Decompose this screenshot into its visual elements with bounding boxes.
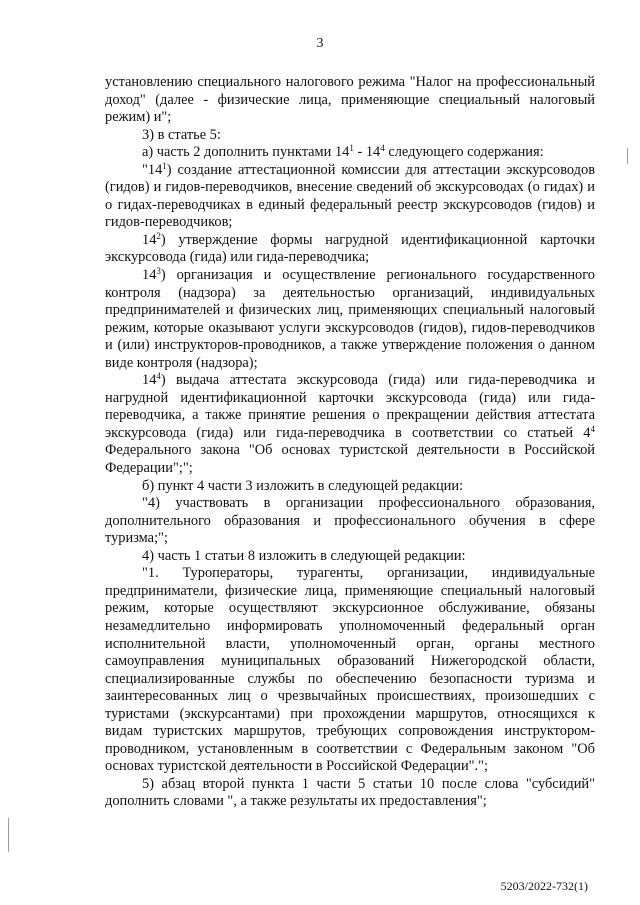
text-run: ) создание аттестационной комиссии для аттестации экскурсоводов (гидов) и гидов-переводчиков, внесение сведений об экскурсоводах (о гидах) и о гидах-переводчиках в единый федеральный реестр экскурсоводов (гидов) и гидов-переводчиков;	[105, 161, 595, 231]
paragraph-subitem-a	[105, 144, 595, 162]
paragraph-continuation: установлению специального налогового режима "Налог на профессиональный доход" (далее - физические лица, применяющие специальный налоговый режим) и";	[105, 74, 595, 126]
footer-document-code: 5203/2022-732(1)	[500, 879, 588, 893]
text-run: 14	[142, 231, 157, 248]
paragraph-article-8-part-1: "1. Туроператоры, турагенты, организации, индивидуальные предприниматели, физические лица, применяющие специальный налоговый режим, которые осуществляют экскурсионное обслуживание, обязаны незамедлительно информировать уполномоченный федеральный орган исполнительной власти, уполномоченный орган, органы местного самоуправления муниципальных образований Нижегородской области, специализированные службы по обеспечению безопасности туризма и заинтересованных лиц о чрезвычайных происшествиях, произошедших с туристами (экскурсантами) при прохождении маршрутов, относящихся к видам туристских маршрутов, требующих сопровождения инструктором-проводником, установленным в соответствии с Федеральным законом "Об основах туристской деятельности в Российской Федерации".";	[105, 565, 595, 775]
superscript: 1	[349, 143, 354, 154]
text-run: ) утверждение формы нагрудной идентификационной карточки экскурсовода (гида) или гида-переводчика;	[105, 231, 595, 266]
scan-edge-mark	[627, 148, 628, 164]
paragraph-point-14-2	[105, 232, 595, 267]
paragraph-point-14-1	[105, 162, 595, 232]
paragraph-item-4: 4) часть 1 статьи 8 изложить в следующей редакции:	[142, 547, 466, 564]
scan-edge-mark	[8, 818, 9, 852]
text-run: а) часть 2 дополнить пунктами 14	[142, 144, 350, 161]
text-run: следующего содержания:	[384, 144, 544, 161]
superscript: 2	[156, 230, 161, 241]
text-run: "14	[142, 161, 163, 178]
superscript: 4	[590, 423, 595, 434]
superscript: 4	[380, 143, 385, 154]
text-run: 14	[142, 372, 157, 389]
paragraph-point-14-4	[105, 372, 595, 477]
paragraph-item-3: 3) в статье 5:	[142, 126, 221, 143]
text-run: - 14	[353, 144, 381, 161]
superscript: 1	[162, 160, 167, 171]
document-body	[105, 74, 595, 811]
text-run: ) организация и осуществление регионального государственного контроля (надзора) за деятельностью организаций, индивидуальных предпринимателей и физических лиц, применяющих специальный налоговый режим, которые оказывают услуги экскурсоводов (гидов), гидов-переводчиков и (или) инструкторов-проводников, а также утверждение положения о данном виде контроля (надзора);	[105, 267, 595, 371]
text-run: Федерального закона "Об основах туристской деятельности в Российской Федерации";";	[105, 442, 595, 477]
paragraph-point-14-3	[105, 267, 595, 372]
paragraph-point-4-new: "4) участвовать в организации профессионального образования, дополнительного образования и профессионального обучения в сфере туризма;";	[105, 495, 595, 547]
superscript: 4	[156, 371, 161, 382]
page-number: 3	[316, 36, 324, 51]
text-run: 14	[142, 267, 157, 284]
paragraph-item-5: 5) абзац второй пункта 1 части 5 статьи 10 после слова "субсидий" дополнить словами ", а также результаты их предоставления";	[105, 775, 595, 810]
text-run: ) выдача аттестата экскурсовода (гида) или гида-переводчика и нагрудной идентификационной карточки экскурсовода (гида) или гида-переводчика, а также принятие решения о прекращении действия аттестата экскурсовода (гида) или гида-переводчика в соответствии со статьей 4	[105, 372, 595, 441]
paragraph-subitem-b: б) пункт 4 части 3 изложить в следующей редакции:	[142, 477, 464, 494]
superscript: 3	[156, 266, 161, 277]
